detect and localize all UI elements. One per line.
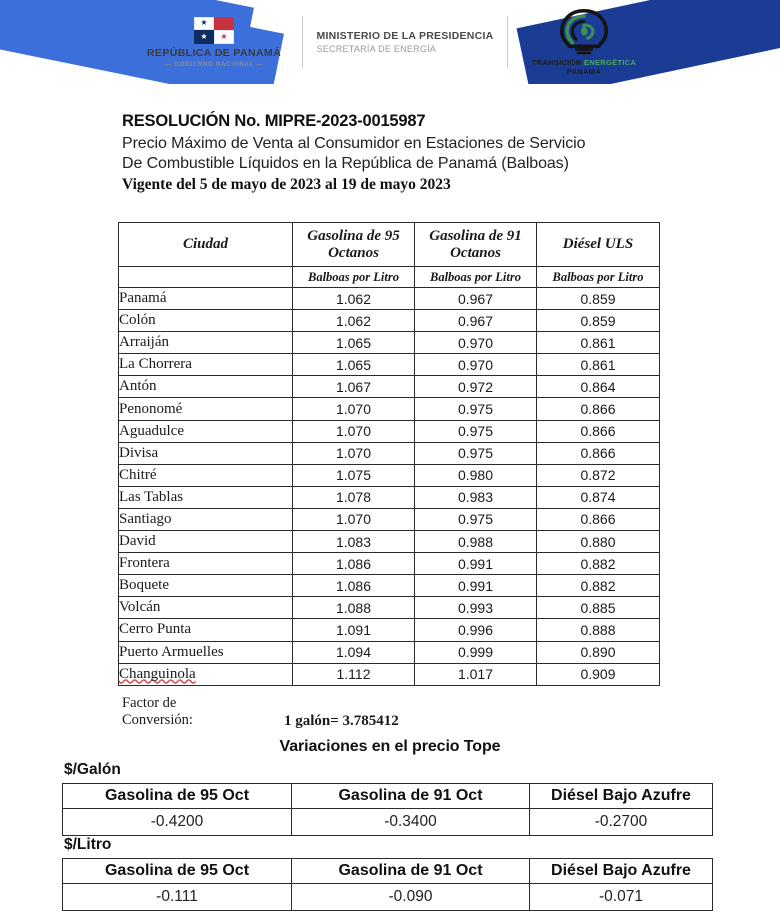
cell-city: Aguadulce [119,420,293,442]
litre-header-g95: Gasolina de 95 Oct [63,859,292,884]
cell-city: Las Tablas [119,486,293,508]
cell-g91: 0.980 [415,464,537,486]
resolution-number: RESOLUCIÓN No. MIPRE-2023-0015987 [122,112,426,130]
cell-g91: 0.991 [415,553,537,575]
cell-g91: 0.972 [415,376,537,398]
price-table-head [119,223,660,288]
ministry-title: MINISTERIO DE LA PRESIDENCIA [316,30,494,42]
cell-diesel: 0.874 [537,486,660,508]
table-row [119,332,660,354]
cell-city: La Chorrera [119,354,293,376]
cell-diesel: 0.866 [537,420,660,442]
cell-g95: 1.062 [293,310,415,332]
cell-diesel: 0.888 [537,619,660,641]
cell-city: Penonomé [119,398,293,420]
litre-header-row [63,859,713,884]
cell-g91: 0.983 [415,486,537,508]
table-row [119,508,660,530]
table-row [119,464,660,486]
cell-g91: 0.996 [415,619,537,641]
price-table-subheader-row [119,267,660,288]
litre-value-g95: -0.111 [63,884,292,911]
cell-city: Panamá [119,288,293,310]
litre-value-diesel: -0.071 [530,884,713,911]
letterhead-banner [0,0,780,84]
cell-g95: 1.067 [293,376,415,398]
letterhead-logos [0,0,780,84]
conversion-label-line2: Conversión: [122,712,193,728]
price-table-body [119,288,660,686]
cell-city: Chitré [119,464,293,486]
table-row [119,354,660,376]
gallon-value-g91: -0.3400 [292,809,530,836]
cell-city: Colón [119,310,293,332]
document-titles [122,112,762,194]
cell-g95: 1.062 [293,288,415,310]
gallon-value-row [63,809,713,836]
price-table-header-row [119,223,660,267]
table-row [119,531,660,553]
cell-diesel: 0.866 [537,398,660,420]
cell-g91: 0.970 [415,354,537,376]
cell-city: Divisa [119,442,293,464]
cell-city: David [119,531,293,553]
cell-diesel: 0.859 [537,288,660,310]
spellcheck-underlined-text: Changuinola [119,665,196,682]
cell-g95: 1.094 [293,641,415,663]
cell-diesel: 0.909 [537,663,660,685]
price-table [118,222,660,686]
conversion-factor-block [122,695,722,731]
cell-city: Frontera [119,553,293,575]
ministry-subtitle: SECRETARÍA DE ENERGÍA [316,44,437,54]
ministry-logo [303,16,508,68]
table-row [119,310,660,332]
gallon-value-diesel: -0.2700 [530,809,713,836]
validity-period: Vigente del 5 de mayo de 2023 al 19 de mayo 2023 [122,176,451,193]
cell-g95: 1.088 [293,597,415,619]
cell-g95: 1.112 [293,663,415,685]
header-cell-gasolina-95: Gasolina de 95 Octanos [293,223,415,267]
cell-city: Antón [119,376,293,398]
conversion-value: 1 galón= 3.785412 [284,713,399,729]
cell-diesel: 0.882 [537,575,660,597]
table-row [119,575,660,597]
cell-diesel: 0.861 [537,354,660,376]
cell-diesel: 0.864 [537,376,660,398]
table-row [119,486,660,508]
cell-city: Cerro Punta [119,619,293,641]
panama-flag-icon: ★ ★ ★ [194,17,234,44]
subheader-cell-gasolina-95: Balboas por Litro [293,267,415,288]
cell-g95: 1.070 [293,442,415,464]
table-row [119,619,660,641]
cell-g95: 1.065 [293,354,415,376]
cell-g91: 0.975 [415,398,537,420]
cell-g91: 0.967 [415,288,537,310]
subheader-cell-city [119,267,293,288]
transition-title-part1: TRANSICIÓN [531,57,584,67]
header-cell-gasolina-91: Gasolina de 91 Octanos [415,223,537,267]
republic-title: REPÚBLICA DE PANAMÁ [146,46,282,59]
cell-g91: 1.017 [415,663,537,685]
subheader-cell-diesel: Balboas por Litro [537,267,660,288]
table-row [119,288,660,310]
cell-diesel: 0.866 [537,442,660,464]
gallon-header-g95: Gasolina de 95 Oct [63,784,292,809]
cell-city: Santiago [119,508,293,530]
table-row [119,641,660,663]
unit-label-litre: $/Litro [64,836,112,853]
cell-diesel: 0.866 [537,508,660,530]
litre-header-g91: Gasolina de 91 Oct [292,859,530,884]
variations-title: Variaciones en el precio Tope [279,738,501,755]
cell-g95: 1.086 [293,553,415,575]
cell-diesel: 0.882 [537,553,660,575]
cell-city: Puerto Armuelles [119,641,293,663]
table-row [119,420,660,442]
unit-label-gallon: $/Galón [64,761,121,778]
gallon-header-g91: Gasolina de 91 Oct [292,784,530,809]
cell-diesel: 0.859 [537,310,660,332]
transition-title [532,58,636,67]
litre-value-g91: -0.090 [292,884,530,911]
document-subtitle-line-1: Precio Máximo de Venta al Consumidor en Estaciones de Servicio [122,135,586,152]
cell-g95: 1.075 [293,464,415,486]
cell-g91: 0.970 [415,332,537,354]
litre-header-diesel: Diésel Bajo Azufre [530,859,713,884]
table-row [119,376,660,398]
lightbulb-swirl-icon [557,9,611,57]
cell-city: Arraiján [119,332,293,354]
conversion-label [122,695,242,729]
litre-value-row [63,884,713,911]
cell-g95: 1.070 [293,508,415,530]
header-cell-city: Ciudad [119,223,293,267]
document-subtitle-line-2: De Combustible Líquidos en la República de Panamá (Balboas) [122,155,569,172]
cell-g91: 0.993 [415,597,537,619]
cell-g95: 1.083 [293,531,415,553]
cell-diesel: 0.890 [537,641,660,663]
republic-subtitle: — GOBIERNO NACIONAL — [164,60,264,68]
cell-diesel: 0.872 [537,464,660,486]
table-row [119,442,660,464]
variations-gallon-table [62,783,713,836]
table-row [119,663,660,685]
cell-diesel: 0.861 [537,332,660,354]
cell-g91: 0.991 [415,575,537,597]
conversion-label-line1: Factor de [122,695,177,711]
cell-city [119,663,293,685]
cell-g91: 0.967 [415,310,537,332]
energy-transition-logo [508,9,643,76]
header-cell-diesel: Diésel ULS [537,223,660,267]
cell-diesel: 0.885 [537,597,660,619]
cell-g95: 1.091 [293,619,415,641]
table-row [119,398,660,420]
cell-city: Boquete [119,575,293,597]
subheader-cell-gasolina-91: Balboas por Litro [415,267,537,288]
cell-city: Volcán [119,597,293,619]
transition-subtitle: PANAMÁ [566,66,602,76]
cell-g95: 1.070 [293,398,415,420]
cell-g91: 0.999 [415,641,537,663]
republic-of-panama-logo [137,17,302,68]
cell-g91: 0.975 [415,508,537,530]
gallon-header-diesel: Diésel Bajo Azufre [530,784,713,809]
transition-title-part2: ENERGÉTICA [583,57,637,67]
table-row [119,597,660,619]
cell-g91: 0.975 [415,420,537,442]
variations-litre-table [62,858,713,911]
cell-g91: 0.975 [415,442,537,464]
cell-diesel: 0.880 [537,531,660,553]
gallon-header-row [63,784,713,809]
gallon-value-g95: -0.4200 [63,809,292,836]
cell-g95: 1.070 [293,420,415,442]
cell-g95: 1.086 [293,575,415,597]
table-row [119,553,660,575]
cell-g91: 0.988 [415,531,537,553]
cell-g95: 1.065 [293,332,415,354]
cell-g95: 1.078 [293,486,415,508]
